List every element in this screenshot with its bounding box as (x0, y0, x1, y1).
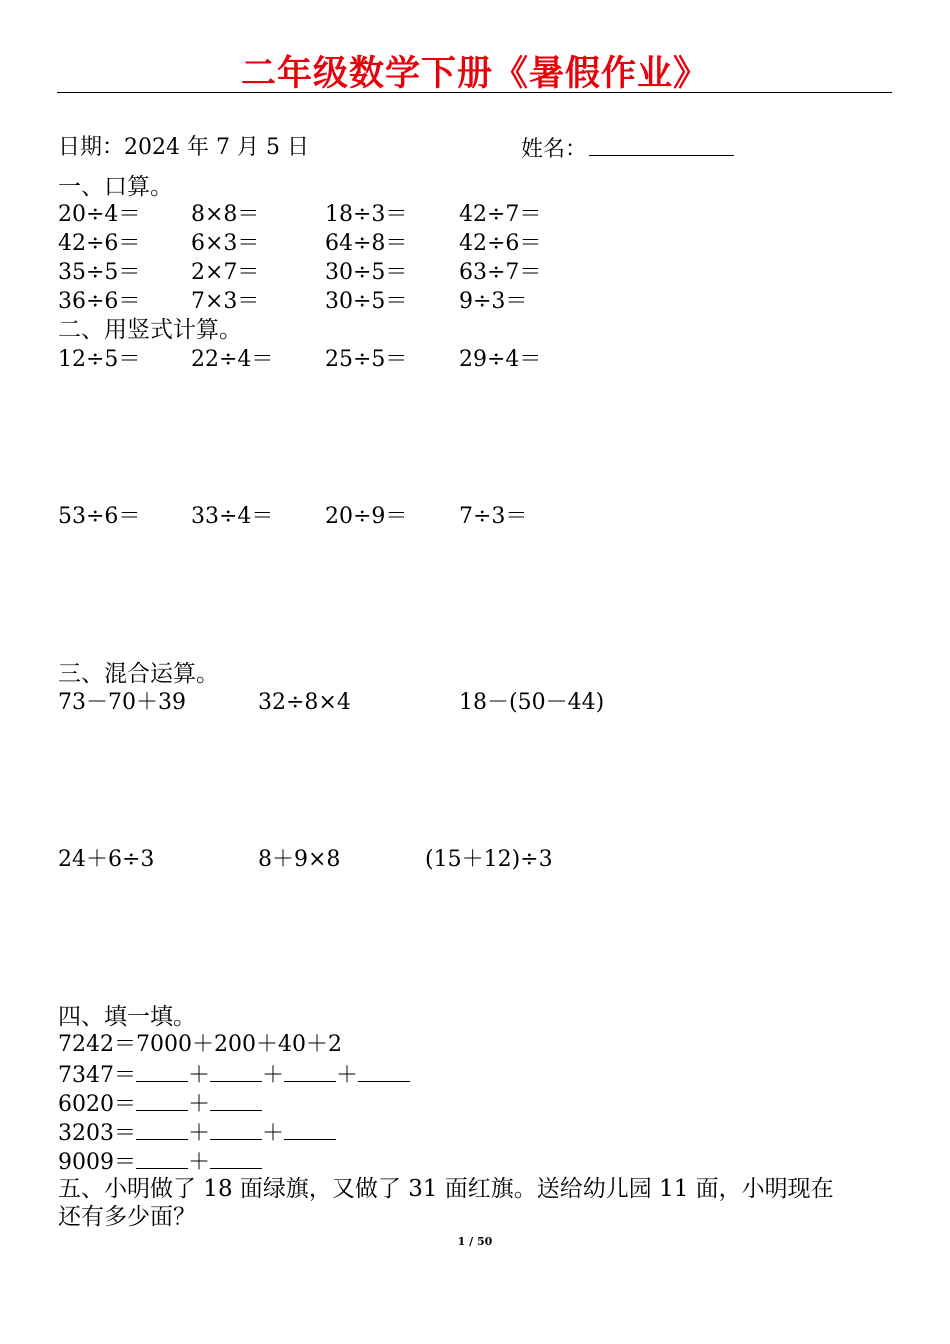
problem: 8×8＝ (191, 202, 260, 227)
problem: 24＋6÷3 (58, 847, 155, 872)
plus-sign: ＋ (188, 1150, 211, 1175)
problem: 12÷5＝ (58, 347, 141, 372)
fill-blank[interactable] (136, 1061, 188, 1082)
document-title: 二年级数学下册《暑假作业》 (240, 54, 709, 94)
problem: 20÷4＝ (58, 202, 141, 227)
plus-sign: ＋ (262, 1063, 285, 1088)
fill-blank[interactable] (210, 1061, 262, 1082)
problem: 9÷3＝ (459, 289, 528, 314)
problem: 73－70＋39 (58, 690, 186, 715)
fill-blank[interactable] (136, 1148, 188, 1169)
fill-blank[interactable] (358, 1061, 410, 1082)
problem: 35÷5＝ (58, 260, 141, 285)
problem: 63÷7＝ (459, 260, 542, 285)
section-2-heading: 二、用竖式计算。 (58, 317, 242, 343)
plus-sign: ＋ (188, 1121, 211, 1146)
problem: 29÷4＝ (459, 347, 542, 372)
fill-item (58, 1090, 262, 1118)
fill-lhs: 9009＝ (58, 1150, 136, 1175)
section-4-heading: 四、填一填。 (58, 1004, 196, 1030)
problem: 42÷6＝ (459, 231, 542, 256)
page-number: 1 / 50 (457, 1235, 493, 1248)
example-expansion: 7242＝7000＋200＋40＋2 (58, 1032, 342, 1057)
problem: 22÷4＝ (191, 347, 274, 372)
fill-item (58, 1148, 262, 1176)
problem: 30÷5＝ (325, 289, 408, 314)
word-problem-line-2: 还有多少面？ (58, 1204, 196, 1230)
fill-blank[interactable] (210, 1090, 262, 1111)
date-label: 日期：2024 年 7 月 5 日 (58, 135, 309, 160)
title-rule (57, 92, 892, 93)
problem: 42÷7＝ (459, 202, 542, 227)
fill-blank[interactable] (136, 1119, 188, 1140)
problem: 18－(50－44) (459, 690, 605, 715)
problem: 33÷4＝ (191, 504, 274, 529)
fill-blank[interactable] (136, 1090, 188, 1111)
problem: 36÷6＝ (58, 289, 141, 314)
problem: 32÷8×4 (258, 690, 351, 715)
fill-lhs: 6020＝ (58, 1092, 136, 1117)
fill-lhs: 3203＝ (58, 1121, 136, 1146)
fill-blank[interactable] (210, 1148, 262, 1169)
fill-blank[interactable] (284, 1119, 336, 1140)
problem: 53÷6＝ (58, 504, 141, 529)
plus-sign: ＋ (188, 1092, 211, 1117)
word-problem-line-1: 五、小明做了 18 面绿旗，又做了 31 面红旗。送给幼儿园 11 面，小明现在 (58, 1176, 834, 1202)
problem: 7÷3＝ (459, 504, 528, 529)
fill-item (58, 1119, 336, 1147)
fill-lhs: 7347＝ (58, 1063, 136, 1088)
name-field (521, 135, 734, 163)
section-3-heading: 三、混合运算。 (58, 661, 219, 687)
problem: 25÷5＝ (325, 347, 408, 372)
fill-blank[interactable] (210, 1119, 262, 1140)
name-blank[interactable] (589, 135, 734, 156)
problem: 30÷5＝ (325, 260, 408, 285)
problem: (15＋12)÷3 (425, 847, 553, 872)
problem: 42÷6＝ (58, 231, 141, 256)
plus-sign: ＋ (188, 1063, 211, 1088)
problem: 18÷3＝ (325, 202, 408, 227)
plus-sign: ＋ (336, 1063, 359, 1088)
problem: 7×3＝ (191, 289, 260, 314)
fill-item (58, 1061, 410, 1089)
plus-sign: ＋ (262, 1121, 285, 1146)
problem: 64÷8＝ (325, 231, 408, 256)
problem: 6×3＝ (191, 231, 260, 256)
problem: 2×7＝ (191, 260, 260, 285)
fill-blank[interactable] (284, 1061, 336, 1082)
problem: 8＋9×8 (258, 847, 341, 872)
problem: 20÷9＝ (325, 504, 408, 529)
name-label: 姓名： (521, 137, 588, 162)
section-1-heading: 一、口算。 (58, 174, 173, 200)
